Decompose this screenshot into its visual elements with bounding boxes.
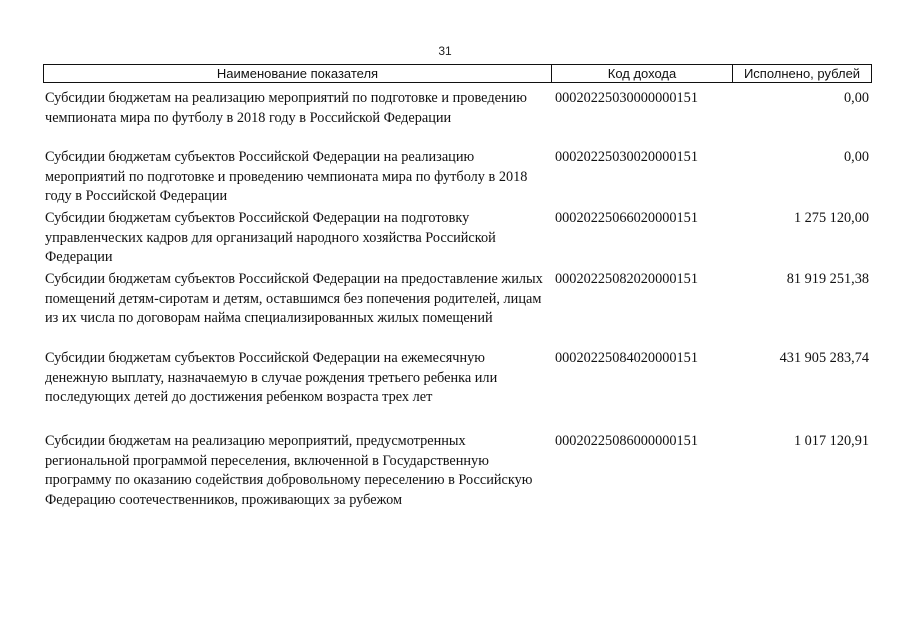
row-value: 0,00: [843, 149, 869, 165]
row-code: 00020225082020000151: [555, 271, 698, 287]
header-executed: Исполнено, рублей: [743, 66, 861, 81]
row-value: 431 905 283,74: [779, 350, 869, 366]
row-value: 1 017 120,91: [793, 433, 869, 449]
page-number: 31: [438, 44, 452, 58]
row-code: 00020225066020000151: [555, 210, 698, 226]
header-name: Наименование показателя: [44, 65, 552, 82]
row-name: Субсидии бюджетам на реализацию мероприятий, предусмотренных региональной программой переселения, включенной в Государственную программу по оказанию содействия добровольному переселению в Российскую Федерацию соотечественников, проживающих за рубежом: [45, 433, 533, 508]
row-value: 1 275 120,00: [793, 210, 869, 226]
row-code: 00020225086000000151: [555, 433, 698, 449]
row-value: 0,00: [843, 90, 869, 106]
row-name: Субсидии бюджетам субъектов Российской Федерации на ежемесячную денежную выплату, назначаемую в случае рождения третьего ребенка или последующих детей до достижения ребенком возраста трех лет: [45, 350, 498, 406]
row-name: Субсидии бюджетам субъектов Российской Федерации на предоставление жилых помещений детям-сиротам и детям, оставшимся без попечения родителей, лицам из их числа по договорам найма специализированных жилых помещений: [45, 271, 543, 327]
row-name: Субсидии бюджетам субъектов Российской Федерации на подготовку управленческих кадров для организаций народного хозяйства Российской Федерации: [45, 210, 496, 266]
row-value: 81 919 251,38: [786, 271, 869, 287]
row-name: Субсидии бюджетам субъектов Российской Федерации на реализацию мероприятий по подготовке и проведению чемпионата мира по футболу в 2018 году в Российской Федерации: [45, 149, 528, 205]
row-name: Субсидии бюджетам на реализацию мероприятий по подготовке и проведению чемпионата мира по футболу в 2018 году в Российской Федерации: [45, 90, 527, 126]
header-code: Код дохода: [552, 65, 733, 82]
row-code: 00020225030000000151: [555, 90, 698, 106]
row-code: 00020225030020000151: [555, 149, 698, 165]
row-code: 00020225084020000151: [555, 350, 698, 366]
table-header: [43, 64, 872, 83]
